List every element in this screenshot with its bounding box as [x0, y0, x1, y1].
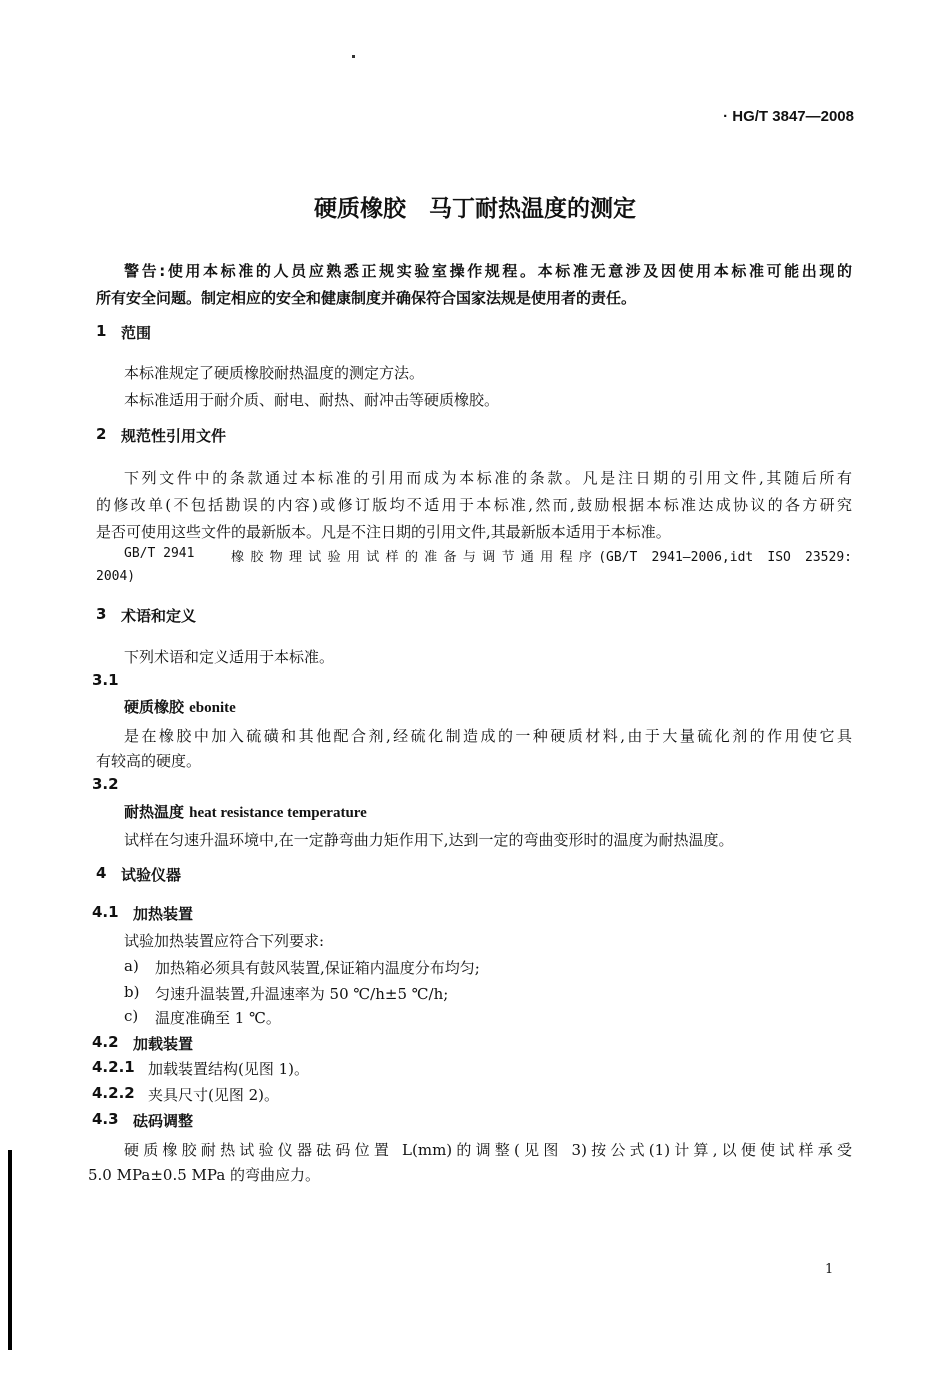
section-2-line-2: 的修改单(不包括勘误的内容)或修订版均不适用于本标准,然而,鼓励根据本标准达成协议的各方研究: [96, 496, 852, 514]
list-item-b-text: 匀速升温装置,升温速率为 50 ℃/h±5 ℃/h;: [155, 985, 449, 1003]
clause-4-3-line-1: 硬质橡胶耐热试验仪器砝码位置 L(mm)的调整(见图 3)按公式(1)计算,以便使试样承受: [124, 1141, 852, 1159]
term-3-1-heading: [124, 696, 236, 717]
scan-edge-mark: [8, 1150, 12, 1350]
document-title: 硬质橡胶 马丁耐热温度的测定: [314, 196, 636, 222]
clause-4-2-number: 4.2: [92, 1033, 119, 1051]
section-3-title: 术语和定义: [121, 607, 197, 625]
clause-4-2-1-number: 4.2.1: [92, 1058, 135, 1076]
reference-code: GB/T 2941: [124, 546, 195, 561]
term-3-2-chinese: 耐热温度: [124, 803, 185, 821]
reference-title-continued: 2004): [96, 569, 136, 584]
term-3-1-chinese: 硬质橡胶: [124, 698, 185, 716]
term-3-1-english: ebonite: [189, 700, 236, 716]
section-1-paragraph-2: 本标准适用于耐介质、耐电、耐热、耐冲击等硬质橡胶。: [124, 391, 500, 409]
list-item-c-text: 温度准确至 1 ℃。: [155, 1009, 281, 1027]
term-3-2-number: 3.2: [92, 775, 119, 793]
clause-4-1-title: 加热装置: [133, 905, 194, 923]
section-4-title: 试验仪器: [121, 866, 182, 884]
clause-4-1-intro: 试验加热装置应符合下列要求:: [124, 932, 325, 950]
section-2-line-1: 下列文件中的条款通过本标准的引用而成为本标准的条款。凡是注日期的引用文件,其随后所有: [124, 469, 852, 487]
reference-title: 橡胶物理试验用试样的准备与调节通用程序(GB/T 2941—2006,idt ISO 23529:: [231, 550, 852, 565]
clause-4-3-number: 4.3: [92, 1110, 119, 1128]
term-3-2-english: heat resistance temperature: [189, 805, 367, 821]
term-3-1-definition-line-2: 有较高的硬度。: [96, 752, 202, 770]
term-3-1-definition-line-1: 是在橡胶中加入硫磺和其他配合剂,经硫化制造成的一种硬质材料,由于大量硫化剂的作用使它具: [124, 727, 852, 745]
term-3-2-definition: 试样在匀速升温环境中,在一定静弯曲力矩作用下,达到一定的弯曲变形时的温度为耐热温度。: [124, 831, 734, 849]
section-3-intro: 下列术语和定义适用于本标准。: [124, 648, 335, 666]
clause-4-3-line-2: 5.0 MPa±0.5 MPa 的弯曲应力。: [88, 1166, 321, 1184]
section-1-title: 范围: [121, 324, 152, 342]
clause-4-1-number: 4.1: [92, 903, 119, 921]
list-item-a-label: a): [124, 957, 139, 975]
clause-4-2-2-number: 4.2.2: [92, 1084, 135, 1102]
scan-dot: [352, 55, 355, 58]
standard-number: · HG/T 3847—2008: [723, 108, 854, 125]
clause-4-2-title: 加载装置: [133, 1035, 194, 1053]
page-number: 1: [825, 1262, 834, 1277]
section-2-title: 规范性引用文件: [121, 427, 227, 445]
warning-line-1: 警告:使用本标准的人员应熟悉正规实验室操作规程。本标准无意涉及因使用本标准可能出现的: [124, 262, 852, 280]
list-item-b-label: b): [124, 983, 140, 1001]
term-3-2-heading: [124, 801, 367, 822]
clause-4-2-2-text: 夹具尺寸(见图 2)。: [148, 1086, 280, 1104]
term-3-1-number: 3.1: [92, 671, 119, 689]
list-item-c-label: c): [124, 1007, 139, 1025]
section-3-number: 3: [96, 605, 107, 623]
clause-4-2-1-text: 加载装置结构(见图 1)。: [148, 1060, 310, 1078]
clause-4-3-title: 砝码调整: [133, 1112, 194, 1130]
section-1-number: 1: [96, 322, 107, 340]
list-item-a-text: 加热箱必须具有鼓风装置,保证箱内温度分布均匀;: [155, 959, 480, 977]
section-2-line-3: 是否可使用这些文件的最新版本。凡是不注日期的引用文件,其最新版本适用于本标准。: [96, 523, 671, 541]
section-2-number: 2: [96, 425, 107, 443]
section-4-number: 4: [96, 864, 107, 882]
warning-line-2: 所有安全问题。制定相应的安全和健康制度并确保符合国家法规是使用者的责任。: [96, 289, 637, 307]
section-1-paragraph-1: 本标准规定了硬质橡胶耐热温度的测定方法。: [124, 364, 425, 382]
